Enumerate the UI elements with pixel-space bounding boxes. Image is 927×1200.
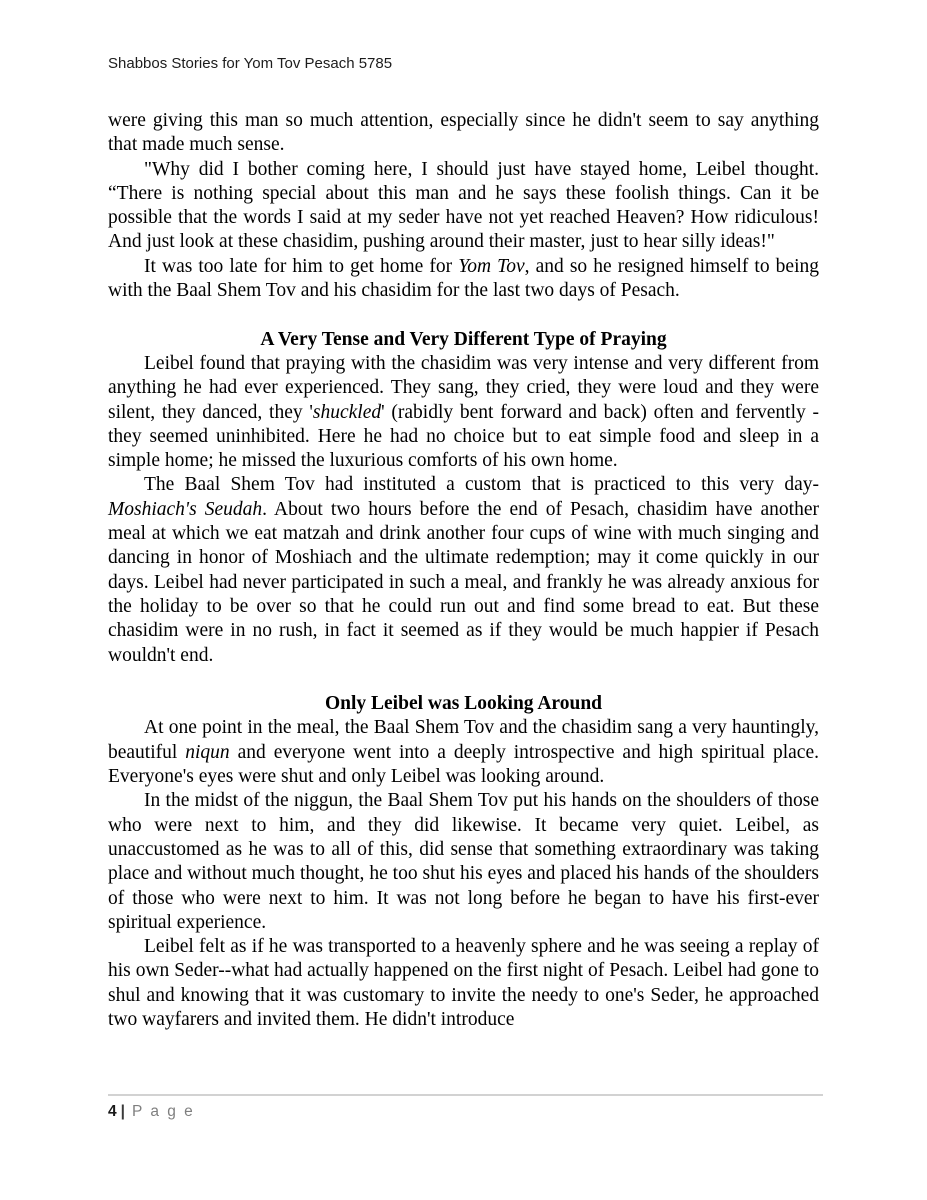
footer-separator: |	[120, 1103, 125, 1120]
section-heading: Only Leibel was Looking Around	[324, 693, 603, 715]
paragraph	[108, 473, 819, 667]
paragraph	[108, 789, 819, 935]
page-number: 4	[108, 1103, 117, 1120]
paragraph-text: and everyone went into a deeply introspective and high spiritual place. Everyone's eyes were shut and only Leibel was looking around.	[108, 741, 819, 788]
document-title: Shabbos Stories for Yom Tov Pesach 5785	[108, 55, 393, 72]
paragraph	[108, 352, 819, 473]
paragraph	[108, 255, 819, 304]
paragraph-continued	[108, 109, 819, 158]
paragraph-text: were giving this man so much attention, especially since he didn't seem to say anything that made much sense.	[108, 110, 819, 156]
paragraph	[108, 158, 819, 255]
paragraph-text: Leibel felt as if he was transported to a heavenly sphere and he was seeing a replay of his own Seder--what had actually happened on the first night of Pesach. Leibel had gone to shul and knowing that it was customary to invite the needy to one's Seder, he approached two wayfarers and invited them. He didn't introduce	[108, 936, 819, 1030]
italic-term: Moshiach's Seudah	[108, 498, 263, 520]
page-label: P a g e	[131, 1103, 195, 1120]
italic-term: Yom Tov	[458, 255, 525, 277]
paragraph	[108, 716, 819, 789]
page-footer	[108, 1094, 823, 1121]
paragraph-text: ' (rabidly bent forward and back) often and fervently - they seemed uninhibited. Here he had no choice but to eat simple food and sleep in a simple home; he missed the luxurious comforts of his own home.	[108, 401, 819, 472]
page-header	[108, 55, 819, 72]
paragraph-text: "Why did I bother coming here, I should just have stayed home, Leibel thought. “There is nothing special about this man and he says these foolish things. Can it be possible that the words I said at my seder have not yet reached Heaven? How ridiculous! And just look at these chasidim, pushing around their master, just to hear silly ideas!"	[108, 158, 819, 253]
italic-term: niqun	[185, 741, 230, 763]
italic-term: shuckled	[312, 401, 382, 423]
paragraph-text: Leibel found that praying with the chasidim was very intense and very different from anything he had ever experienced. They sang, they cried, they were loud and they were silent, they danced, they '	[108, 352, 819, 423]
paragraph-text: In the midst of the niggun, the Baal Shem Tov put his hands on the shoulders of those who were next to him, and they did likewise. It became very quiet. Leibel, as unaccustomed as he was to all of this, did sense that something extraordinary was taking place and without much thought, he too shut his eyes and placed his hands of the shoulders of those who were next to him. It was not long before he began to have his first-ever spiritual experience.	[108, 790, 819, 933]
document-body	[108, 109, 819, 1032]
paragraph-text: It was too late for him to get home for	[144, 255, 459, 277]
paragraph-text: , and so he resigned himself to being with the Baal Shem Tov and his chasidim for the last two days of Pesach.	[108, 255, 819, 302]
paragraph-text: . About two hours before the end of Pesach, chasidim have another meal at which we eat matzah and drink another four cups of wine with much singing and dancing in honor of Moshiach and the ultimate redemption; may it come quickly in our days. Leibel had never participated in such a meal, and frankly he was already anxious for the holiday to be over so that he could run out and find some bread to eat. But these chasidim were in no rush, in fact it seemed as if they would be much happier if Pesach wouldn't end.	[108, 498, 820, 666]
paragraph	[108, 935, 819, 1032]
paragraph-text: The Baal Shem Tov had instituted a custom that is practiced to this very day-	[144, 474, 819, 496]
section-heading: A Very Tense and Very Different Type of Praying	[260, 328, 667, 350]
paragraph-text: At one point in the meal, the Baal Shem Tov and the chasidim sang a very hauntingly, beautiful	[108, 717, 819, 763]
